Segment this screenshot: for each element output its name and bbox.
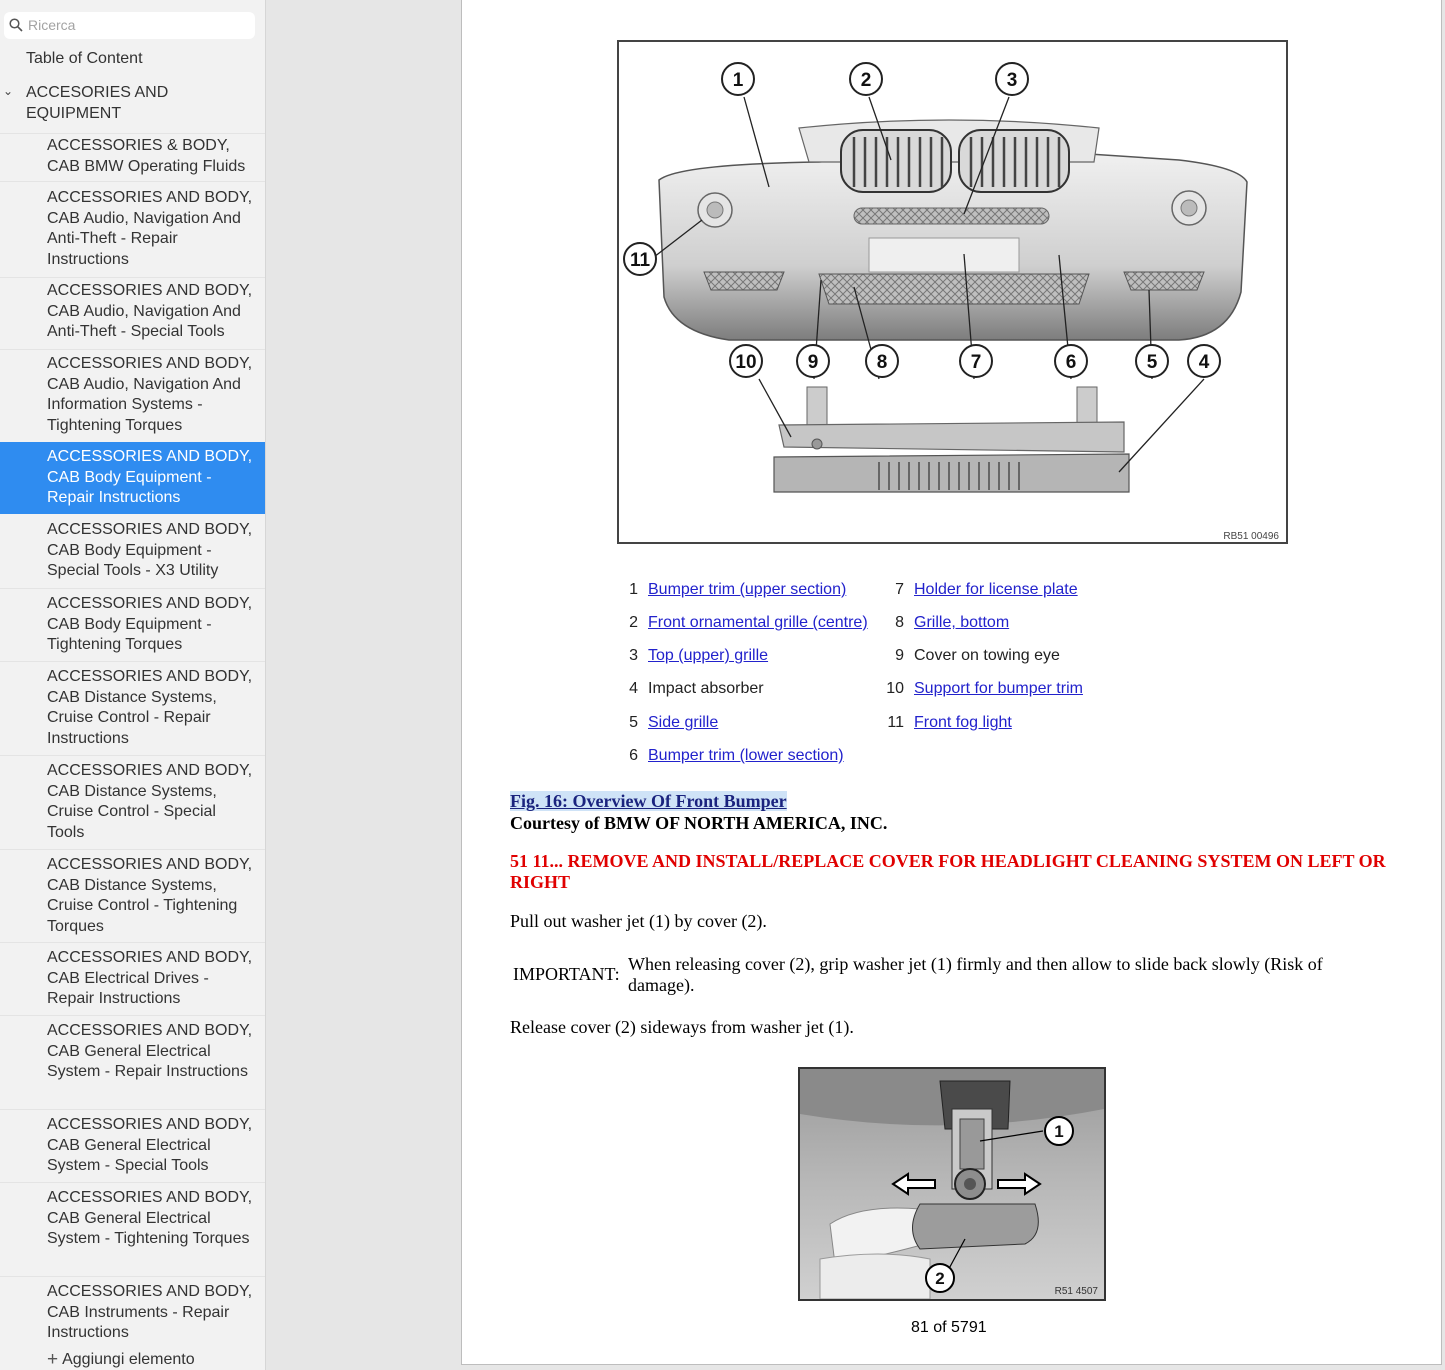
- sidebar-item-audio-torques[interactable]: ACCESSORIES AND BODY, CAB Audio, Navigation And Information Systems - Tightening Torques: [0, 349, 265, 442]
- instruction-paragraph: Release cover (2) sideways from washer jet (1).: [510, 1017, 854, 1037]
- washer-jet-illustration: [800, 1069, 1104, 1299]
- search-field[interactable]: [4, 12, 255, 39]
- legend-item[interactable]: 8 Grille, bottom: [895, 614, 1010, 631]
- callout-2: [850, 63, 882, 95]
- instruction-paragraph: Pull out washer jet (1) by cover (2).: [510, 911, 767, 931]
- legend-item[interactable]: 7 Holder for license plate: [895, 581, 1078, 598]
- page-indicator: 81 of 5791: [911, 1319, 987, 1336]
- search-icon: [9, 18, 23, 32]
- legend-item[interactable]: 11 Front fog light: [887, 714, 1012, 731]
- section-accessories[interactable]: ACCESORIES AND EQUIPMENT: [26, 84, 169, 122]
- callout-10: [730, 345, 762, 377]
- legend-link[interactable]: Support for bumper trim: [914, 680, 1083, 697]
- important-label: IMPORTANT:: [513, 964, 620, 984]
- legend-link[interactable]: Holder for license plate: [914, 581, 1078, 598]
- svg-text:4: 4: [1198, 352, 1210, 373]
- svg-text:8: 8: [876, 352, 888, 373]
- callout-1: [722, 63, 754, 95]
- washer-jet-photo: [798, 1067, 1106, 1301]
- legend-link[interactable]: Front fog light: [914, 714, 1012, 731]
- plus-icon: +: [47, 1349, 59, 1370]
- legend-item[interactable]: 10 Support for bumper trim: [886, 680, 1083, 697]
- section-heading: 51 11... REMOVE AND INSTALL/REPLACE COVER FOR HEADLIGHT CLEANING SYSTEM ON LEFT OR RIGHT: [510, 851, 1386, 892]
- legend-item: 4 Impact absorber: [629, 680, 764, 697]
- svg-text:7: 7: [970, 352, 982, 373]
- sidebar-item-audio-tools[interactable]: ACCESSORIES AND BODY, CAB Audio, Navigation And Anti-Theft - Special Tools: [0, 277, 265, 349]
- sidebar-item-general-torques[interactable]: ACCESSORIES AND BODY, CAB General Electrical System - Tightening Torques: [0, 1182, 265, 1276]
- document-page: [461, 0, 1442, 1365]
- callout-8: [866, 345, 898, 377]
- chevron-down-icon[interactable]: ⌄: [3, 84, 14, 98]
- add-item-button[interactable]: [47, 1348, 195, 1370]
- sidebar-item-general-tools[interactable]: ACCESSORIES AND BODY, CAB General Electrical System - Special Tools: [0, 1109, 265, 1182]
- callout-1: [1045, 1117, 1073, 1145]
- callout-3: [996, 63, 1028, 95]
- sidebar-item-electrical-drives[interactable]: ACCESSORIES AND BODY, CAB Electrical Drives - Repair Instructions: [0, 942, 265, 1015]
- svg-text:1: 1: [732, 70, 744, 91]
- toc-link[interactable]: Table of Content: [26, 50, 143, 67]
- legend-item: 9 Cover on towing eye: [895, 647, 1060, 664]
- svg-text:1: 1: [1054, 1122, 1064, 1141]
- legend-text: Cover on towing eye: [914, 647, 1060, 664]
- sidebar-item-distance-torques[interactable]: ACCESSORIES AND BODY, CAB Distance Systems, Cruise Control - Tightening Torques: [0, 849, 265, 942]
- callout-4: [1188, 345, 1220, 377]
- sidebar-item-body-tools[interactable]: ACCESSORIES AND BODY, CAB Body Equipment - Special Tools - X3 Utility: [47, 521, 253, 580]
- figure2-code: R51 4507: [1054, 1286, 1098, 1297]
- legend-item[interactable]: 5 Side grille: [629, 714, 719, 731]
- legend-link[interactable]: Bumper trim (upper section): [648, 581, 847, 598]
- legend-link[interactable]: Side grille: [648, 714, 719, 731]
- sidebar-item-distance-tools[interactable]: ACCESSORIES AND BODY, CAB Distance Systems, Cruise Control - Special Tools: [0, 755, 265, 849]
- callout-2: [926, 1264, 954, 1292]
- sidebar-item-general-repair[interactable]: ACCESSORIES AND BODY, CAB General Electrical System - Repair Instructions: [0, 1015, 265, 1109]
- search-placeholder: Ricerca: [28, 17, 76, 33]
- bumper-illustration: [619, 42, 1286, 542]
- legend-item[interactable]: 6 Bumper trim (lower section): [629, 747, 844, 764]
- svg-text:2: 2: [860, 70, 872, 91]
- legend-link[interactable]: Grille, bottom: [914, 614, 1010, 631]
- legend-item[interactable]: 3 Top (upper) grille: [629, 647, 769, 664]
- callout-7: [960, 345, 992, 377]
- svg-text:9: 9: [807, 352, 819, 373]
- sidebar-item-audio-repair[interactable]: ACCESSORIES AND BODY, CAB Audio, Navigation And Anti-Theft - Repair Instructions: [0, 181, 265, 277]
- legend-link[interactable]: Top (upper) grille: [648, 647, 769, 664]
- callout-5: [1136, 345, 1168, 377]
- legend-link[interactable]: Front ornamental grille (centre): [648, 614, 868, 631]
- add-item-label: Aggiungi elemento: [62, 1351, 195, 1368]
- sidebar-item-instruments-repair[interactable]: ACCESSORIES AND BODY, CAB Instruments - Repair Instructions: [0, 1276, 265, 1342]
- svg-text:11: 11: [629, 250, 651, 271]
- sidebar-item-distance-repair[interactable]: ACCESSORIES AND BODY, CAB Distance Systems, Cruise Control - Repair Instructions: [0, 661, 265, 755]
- bumper-diagram: [617, 40, 1288, 544]
- legend-item[interactable]: 1 Bumper trim (upper section): [629, 581, 847, 598]
- svg-text:6: 6: [1065, 352, 1077, 373]
- svg-text:5: 5: [1146, 352, 1158, 373]
- svg-text:3: 3: [1006, 70, 1018, 91]
- legend-link[interactable]: Bumper trim (lower section): [648, 747, 844, 764]
- important-text: When releasing cover (2), grip washer jet (1) firmly and then allow to slide back slowly (Risk of damage).: [628, 954, 1323, 995]
- sidebar: [0, 0, 266, 1370]
- sidebar-item-body-torques[interactable]: ACCESSORIES AND BODY, CAB Body Equipment - Tightening Torques: [0, 588, 265, 661]
- figure1-code: RB51 00496: [1223, 531, 1279, 542]
- sidebar-item-body-repair[interactable]: ACCESSORIES AND BODY, CAB Body Equipment - Repair Instructions: [0, 442, 265, 514]
- sidebar-item-operating-fluids[interactable]: ACCESSORIES & BODY, CAB BMW Operating Fluids: [0, 133, 265, 181]
- callout-6: [1055, 345, 1087, 377]
- svg-text:10: 10: [735, 352, 757, 373]
- legend-item[interactable]: 2 Front ornamental grille (centre): [629, 614, 868, 631]
- svg-text:2: 2: [935, 1269, 945, 1288]
- courtesy-line: Courtesy of BMW OF NORTH AMERICA, INC.: [510, 813, 888, 833]
- callout-9: [797, 345, 829, 377]
- callout-11: [624, 243, 656, 275]
- figure-caption[interactable]: Fig. 16: Overview Of Front Bumper: [510, 791, 787, 811]
- legend-text: Impact absorber: [648, 680, 764, 697]
